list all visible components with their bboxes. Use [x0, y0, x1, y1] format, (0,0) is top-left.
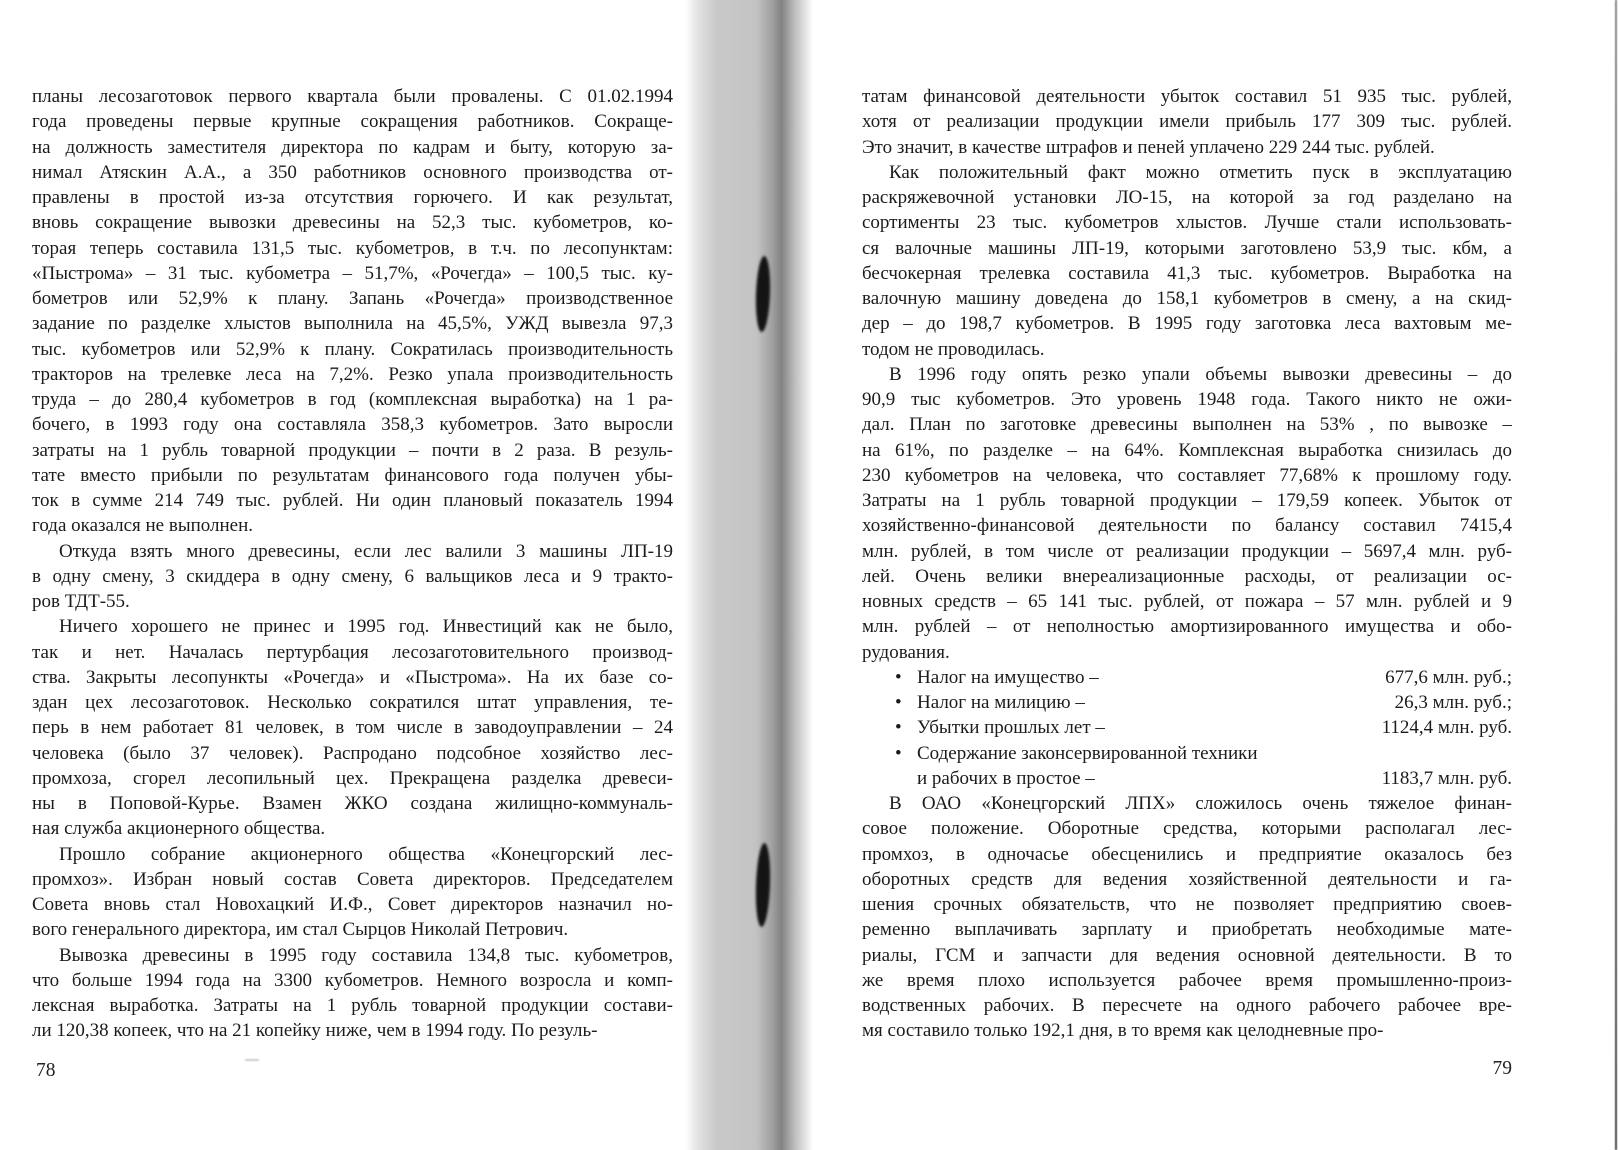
text-line: рудования.: [862, 641, 950, 663]
text-line: дал. План по заготовке древесины выполнен на 53% , по вывозке –: [862, 414, 1512, 436]
text-line: ная служба акционерного общества.: [32, 818, 326, 840]
text-line: татам финансовой деятельности убыток составил 51 935 тыс. рублей,: [862, 86, 1512, 107]
bullet-item-value: 1183,7 млн. руб.: [1381, 767, 1512, 789]
bullet-item: [862, 741, 1512, 766]
text-line: «Пыстрома» – 31 тыс. кубометра – 51,7%, «Рочегда» – 100,5 тыс. ку-: [32, 262, 673, 284]
text-line: тате вместо прибыли по результатам финансового года получен убы-: [32, 464, 673, 486]
text-line: оборотных средств для ведения хозяйственной деятельности и га-: [862, 868, 1512, 890]
text-line: шения срочных обязательств, что не позволяет предприятию своев-: [862, 894, 1512, 915]
text-line: водственных рабочих. В пересчете на одного рабочего рабочее вре-: [862, 995, 1512, 1016]
text-line: что больше 1994 года на 3300 кубометров. Немного возросла и комп-: [32, 969, 673, 991]
text-line: раскряжевочной установки ЛО-15, на которой за год разделано на: [862, 187, 1512, 208]
text-line: Ничего хорошего не принес и 1995 год. Инвестиций как не было,: [59, 616, 673, 638]
text-line: Прошло собрание акционерного общества «Конецгорский лес-: [59, 843, 673, 865]
text-line: валочную машину доведена до 158,1 кубометров в смену, а на скид-: [862, 288, 1512, 309]
text-line: торая теперь составила 131,5 тыс. кубометров, в т.ч. по лесопунктам:: [32, 237, 673, 259]
text-line: перь в нем работает 81 человек, в том числе в заводоуправлении – 24: [32, 717, 673, 739]
bullet-item: [862, 690, 1512, 715]
text-line: правлены в простой из-за отсутствия горючего. И как результат,: [32, 187, 673, 208]
text-line: Откуда взять много древесины, если лес валили 3 машины ЛП-19: [59, 540, 673, 562]
text-line: здан цех лесозаготовок. Несколько сократился штат управления, те-: [32, 692, 673, 713]
text-line: 230 кубометров на человека, что составляет 77,68% к прошлому году.: [862, 464, 1512, 486]
text-line: промхоз». Избран новый состав Совета директоров. Председателем: [32, 868, 673, 890]
text-line: промхоза, сгорел лесопильный цех. Прекращена разделка древеси-: [32, 767, 673, 789]
text-line: ся валочные машины ЛП-19, которыми заготовлено 53,9 тыс. кбм, а: [862, 237, 1512, 259]
text-line: ток в сумме 214 749 тыс. рублей. Ни один плановый показатель 1994: [32, 490, 673, 511]
bullet-item-left: [862, 715, 1105, 740]
text-line: ны в Поповой-Курье. Взамен ЖКО создана жилищно-коммуналь-: [32, 793, 673, 814]
text-line: бометров или 52,9% к плану. Запань «Рочегда» производственное: [32, 288, 673, 309]
text-line: 90,9 тыс кубометров. Это уровень 1948 года. Такого никто не ожи-: [862, 389, 1512, 410]
bullet-item-left: [862, 665, 1099, 690]
bullet-item-continued: [862, 766, 1512, 791]
text-line: млн. рублей – от неполностью амортизированного имущества и обо-: [862, 616, 1512, 638]
text-line: в одну смену, 3 скиддера в одну смену, 6 вальщиков леса и 9 тракто-: [32, 565, 673, 587]
left-page-text-column: [32, 84, 673, 1044]
text-line: человека (было 37 человек). Распродано подсобное хозяйство лес-: [32, 742, 673, 764]
bullet-item-label: и рабочих в простое –: [917, 767, 1095, 789]
text-line: ства. Закрыты лесопункты «Рочегда» и «Пыстрома». На их базе со-: [32, 666, 673, 688]
text-line: В ОАО «Конецгорский ЛПХ» сложилось очень тяжелое финан-: [889, 793, 1512, 814]
text-line: лексная выработка. Затраты на 1 рубль товарной продукции состави-: [32, 995, 673, 1016]
text-line: нимал Атяскин А.А., а 350 работников основного производства от-: [32, 161, 673, 183]
text-line: Это значит, в качестве штрафов и пеней уплачено 229 244 тыс. рублей.: [862, 136, 1435, 158]
text-line: лей. Очень велики внереализационные расходы, от реализации ос-: [862, 565, 1512, 587]
text-line: тыс. кубометров или 52,9% к плану. Сократилась производительность: [32, 338, 673, 360]
bullet-item-label: Налог на милицию –: [917, 692, 1085, 713]
bullet-item-value: 26,3 млн. руб.;: [1394, 692, 1512, 713]
page-edge-line: [1615, 0, 1618, 1150]
book-gutter-shadow: [685, 0, 817, 1150]
bullet-item-label: Убытки прошлых лет –: [917, 717, 1105, 739]
text-line: дер – до 198,7 кубометров. В 1995 году заготовка леса вахтовым ме-: [862, 313, 1512, 335]
text-line: задание по разделке хлыстов выполнила на 45,5%, УЖД вывезла 97,3: [32, 313, 673, 335]
page-number-left: 78: [36, 1060, 56, 1081]
page-number-right: 79: [1492, 1058, 1512, 1079]
text-line: Совета вновь стал Новохацкий И.Ф., Совет директоров назначил но-: [32, 894, 673, 915]
text-line: В 1996 году опять резко упали объемы вывозки древесины – до: [889, 363, 1512, 385]
text-line: хозяйственно-финансовой деятельности по балансу составил 7415,4: [862, 515, 1512, 537]
text-line: ременно выплачивать зарплату и приобретать необходимые мате-: [862, 919, 1512, 941]
bullet-item-value: 1124,4 млн. руб.: [1381, 717, 1512, 739]
text-line: так и нет. Началась пертурбация лесозаготовительного производ-: [32, 641, 673, 663]
bullet-item: [862, 715, 1512, 740]
text-line: же время плохо используется рабочее время промышленно-произ-: [862, 969, 1512, 991]
text-line: тодом не проводилась.: [862, 338, 1045, 360]
bullet-item-left: [862, 741, 1258, 766]
text-line: сортименты 23 тыс. кубометров хлыстов. Лучше стали использовать-: [862, 212, 1512, 234]
text-line: Вывозка древесины в 1995 году составила 134,8 тыс. кубометров,: [59, 944, 673, 966]
text-line: тракторов на трелевке леса на 7,2%. Резко упала производительность: [32, 363, 673, 385]
text-line: Как положительный факт можно отметить пуск в эксплуатацию: [889, 161, 1512, 183]
text-line: млн. рублей, в том числе от реализации продукции – 5697,4 млн. руб-: [862, 540, 1512, 562]
bullet-icon: •: [895, 666, 902, 688]
text-line: года проведены первые крупные сокращения работников. Сокраще-: [32, 111, 673, 133]
text-line: на должность заместителя директора по кадрам и быту, которую за-: [32, 136, 673, 158]
bullet-item-value: 677,6 млн. руб.;: [1385, 666, 1512, 688]
bullet-item-left: [862, 690, 1085, 715]
text-line: затраты на 1 рубль товарной продукции – почти в 2 раза. В резуль-: [32, 439, 673, 461]
text-line: Затраты на 1 рубль товарной продукции – 179,59 копеек. Убыток от: [862, 490, 1512, 511]
text-line: вновь сокращение вывозки древесины на 52,3 тыс. кубометров, ко-: [32, 212, 673, 234]
bullet-item-label: Содержание законсервированной техники: [917, 742, 1258, 764]
text-line: мя составило только 192,1 дня, в то время как целодневные про-: [862, 1020, 1384, 1042]
text-line: риалы, ГСМ и запчасти для ведения основной деятельности. В то: [862, 944, 1512, 966]
text-line: хотя от реализации продукции имели прибыль 177 309 тыс. рублей.: [862, 111, 1512, 133]
right-page-text-column: [862, 84, 1512, 1044]
text-line: ров ТДТ-55.: [32, 591, 130, 612]
text-line: труда – до 280,4 кубометров в год (комплексная выработка) на 1 ра-: [32, 389, 673, 410]
bullet-icon: •: [895, 717, 902, 739]
text-line: планы лесозаготовок первого квартала были провалены. С 01.02.1994: [32, 86, 673, 107]
text-line: новных средств – 65 141 тыс. рублей, от пожара – 57 млн. рублей и 9: [862, 591, 1512, 612]
text-line: бесчокерная трелевка составила 41,3 тыс. кубометров. Выработка на: [862, 262, 1512, 284]
text-line: года оказался не выполнен.: [32, 515, 254, 537]
bullet-icon: •: [895, 742, 902, 764]
bullet-icon: •: [895, 692, 902, 713]
text-line: вого генерального директора, им стал Сырцов Николай Петрович.: [32, 919, 569, 941]
scan-artifact-dash: [245, 1059, 259, 1061]
text-line: бочего, в 1993 году она составляла 358,3 кубометров. Зато выросли: [32, 414, 673, 436]
bullet-item: [862, 665, 1512, 690]
bullet-item-label: Налог на имущество –: [917, 666, 1099, 688]
text-line: ли 120,38 копеек, что на 21 копейку ниже, чем в 1994 году. По резуль-: [32, 1020, 598, 1042]
text-line: на 61%, по разделке – на 64%. Комплексная выработка снизилась до: [862, 439, 1512, 461]
text-line: совое положение. Оборотные средства, которыми располагал лес-: [862, 818, 1512, 840]
text-line: промхоз, в одночасье обесценились и предприятие оказалось без: [862, 843, 1512, 865]
